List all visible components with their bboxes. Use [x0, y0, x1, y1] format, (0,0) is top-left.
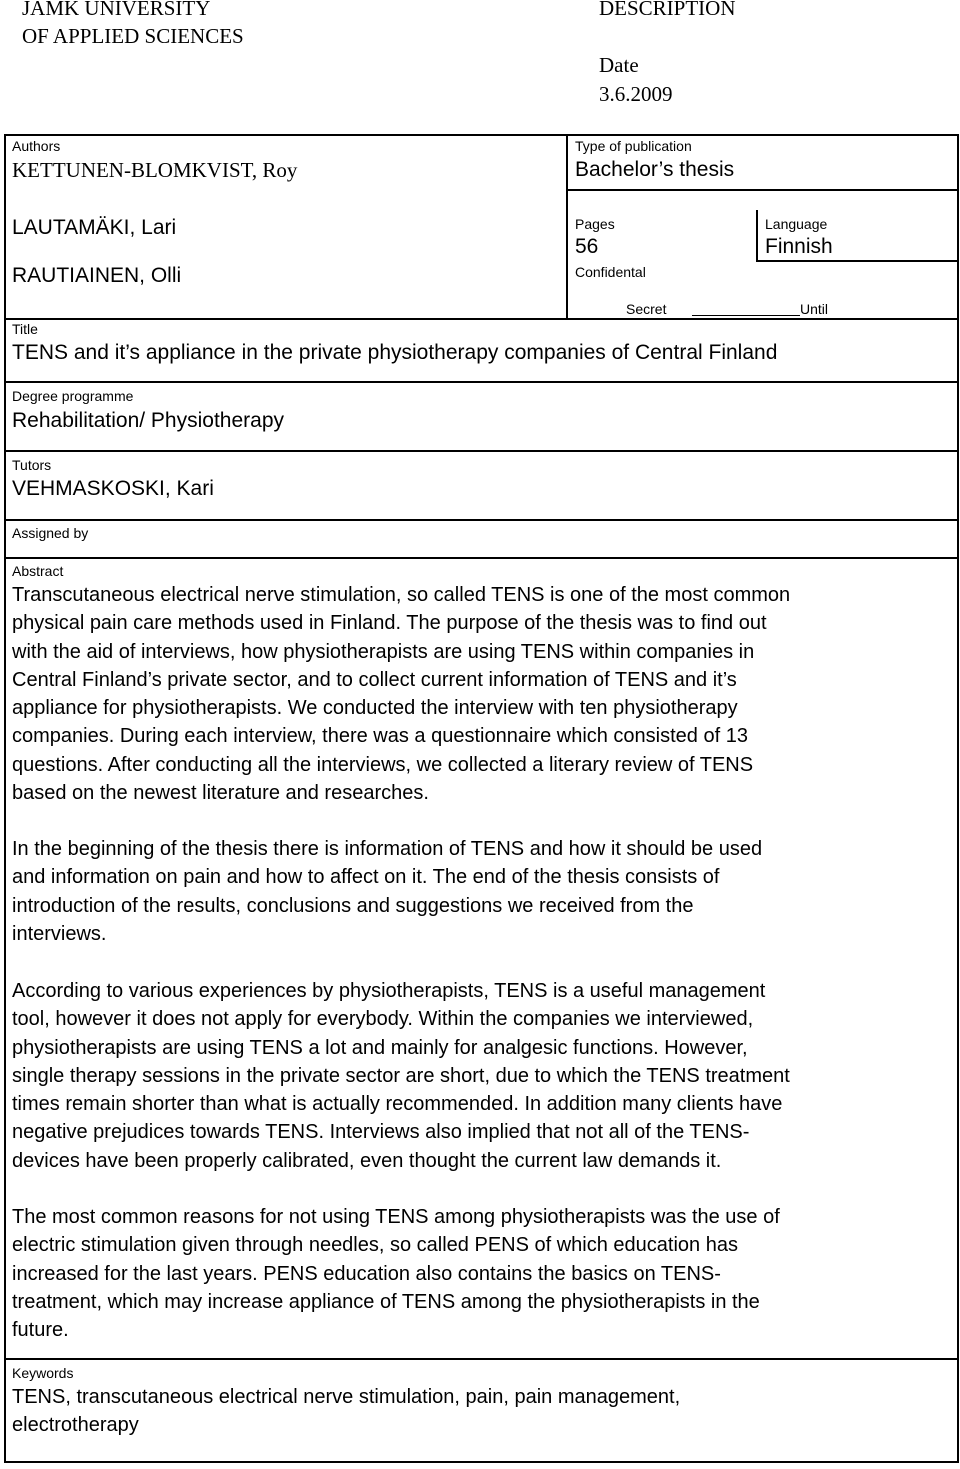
confidential-label: Confidental: [575, 264, 646, 280]
abstract-line: negative prejudices towards TENS. Interviews also implied that not all of the TENS-: [12, 1121, 750, 1144]
pages-value: 56: [575, 235, 599, 258]
tutors-value: VEHMASKOSKI, Kari: [12, 477, 214, 500]
abstract-line: companies. During each interview, there was a questionnaire which consisted of 13: [12, 725, 748, 748]
abstract-line: tool, however it does not apply for everybody. Within the companies we interviewed,: [12, 1008, 754, 1031]
document-type: DESCRIPTION: [599, 0, 736, 20]
abstract-line: introduction of the results, conclusions and suggestions we received from the: [12, 894, 694, 917]
secret-label: Secret: [626, 301, 667, 317]
abstract-line: single therapy sessions in the private sector are short, due to which the TENS treatment: [12, 1064, 790, 1087]
abstract-line: and information on pain and how to affect on it. The end of the thesis consists of: [12, 866, 720, 889]
abstract-line: questions. After conducting all the interviews, we collected a literary review of TENS: [12, 753, 754, 776]
secret-underline: [692, 315, 800, 316]
keywords-line: electrotherapy: [12, 1414, 139, 1437]
abstract-paragraph-2: [12, 835, 762, 948]
abstract-line: electric stimulation given through needles, so called PENS of which education has: [12, 1234, 738, 1257]
until-label: Until: [800, 301, 829, 317]
abstract-line: Transcutaneous electrical nerve stimulation, so called TENS is one of the most common: [12, 584, 791, 606]
keywords-label: Keywords: [12, 1365, 74, 1381]
publication-type-value: Bachelor’s thesis: [575, 158, 735, 181]
date-value: 3.6.2009: [599, 82, 673, 106]
abstract-paragraph-4: [12, 1203, 780, 1344]
abstract-line: Central Finland’s private sector, and to collect current information of TENS and it’s: [12, 668, 737, 691]
abstract-line: physiotherapists are using TENS a lot and mainly for analgesic functions. However,: [12, 1036, 748, 1059]
author-name-1: KETTUNEN-BLOMKVIST, Roy: [12, 158, 298, 182]
language-value: Finnish: [765, 235, 833, 258]
pages-label: Pages: [575, 216, 615, 232]
title-label: Title: [12, 321, 38, 337]
institution-name: [22, 0, 244, 50]
abstract-line: based on the newest literature and researches.: [12, 782, 429, 805]
abstract-line: appliance for physiotherapists. We conducted the interview with ten physiotherapy: [12, 697, 738, 720]
abstract-line: The most common reasons for not using TENS among physiotherapists was the use of: [12, 1206, 780, 1228]
thesis-title: TENS and it’s appliance in the private physiotherapy companies of Central Finland: [12, 341, 778, 364]
abstract-line: times remain shorter than what is actually recommended. In addition many clients have: [12, 1093, 783, 1116]
language-label: Language: [765, 216, 828, 232]
publication-type-label: Type of publication: [575, 138, 692, 154]
abstract-line: According to various experiences by physiotherapists, TENS is a useful management: [12, 980, 766, 1002]
keywords-value: [12, 1383, 680, 1440]
abstract-line: increased for the last years. PENS education also contains the basics on TENS-: [12, 1262, 721, 1285]
date-label: Date: [599, 53, 639, 77]
assigned-by-label: Assigned by: [12, 525, 89, 541]
abstract-line: future.: [12, 1319, 69, 1342]
keywords-line: TENS, transcutaneous electrical nerve stimulation, pain, pain management,: [12, 1386, 681, 1408]
authors-label: Authors: [12, 138, 61, 154]
author-name-2: LAUTAMÄKI, Lari: [12, 216, 177, 239]
abstract-line: with the aid of interviews, how physiotherapists are using TENS within companies in: [12, 640, 755, 663]
abstract-line: devices have been properly calibrated, even thought the current law demands it.: [12, 1149, 722, 1172]
tutors-label: Tutors: [12, 457, 52, 473]
author-name-3: RAUTIAINEN, Olli: [12, 264, 182, 287]
institution-line-2: OF APPLIED SCIENCES: [22, 24, 244, 48]
abstract-line: physical pain care methods used in Finland. The purpose of the thesis was to find out: [12, 612, 767, 635]
degree-value: Rehabilitation/ Physiotherapy: [12, 409, 284, 432]
abstract-line: In the beginning of the thesis there is information of TENS and how it should be used: [12, 838, 763, 860]
abstract-line: treatment, which may increase appliance of TENS among the physiotherapists in the: [12, 1290, 760, 1313]
abstract-line: interviews.: [12, 922, 107, 945]
abstract-paragraph-3: [12, 977, 790, 1175]
institution-line-1: JAMK UNIVERSITY: [22, 0, 211, 20]
abstract-label: Abstract: [12, 563, 64, 579]
abstract-paragraph-1: [12, 581, 790, 807]
degree-label: Degree programme: [12, 388, 134, 404]
